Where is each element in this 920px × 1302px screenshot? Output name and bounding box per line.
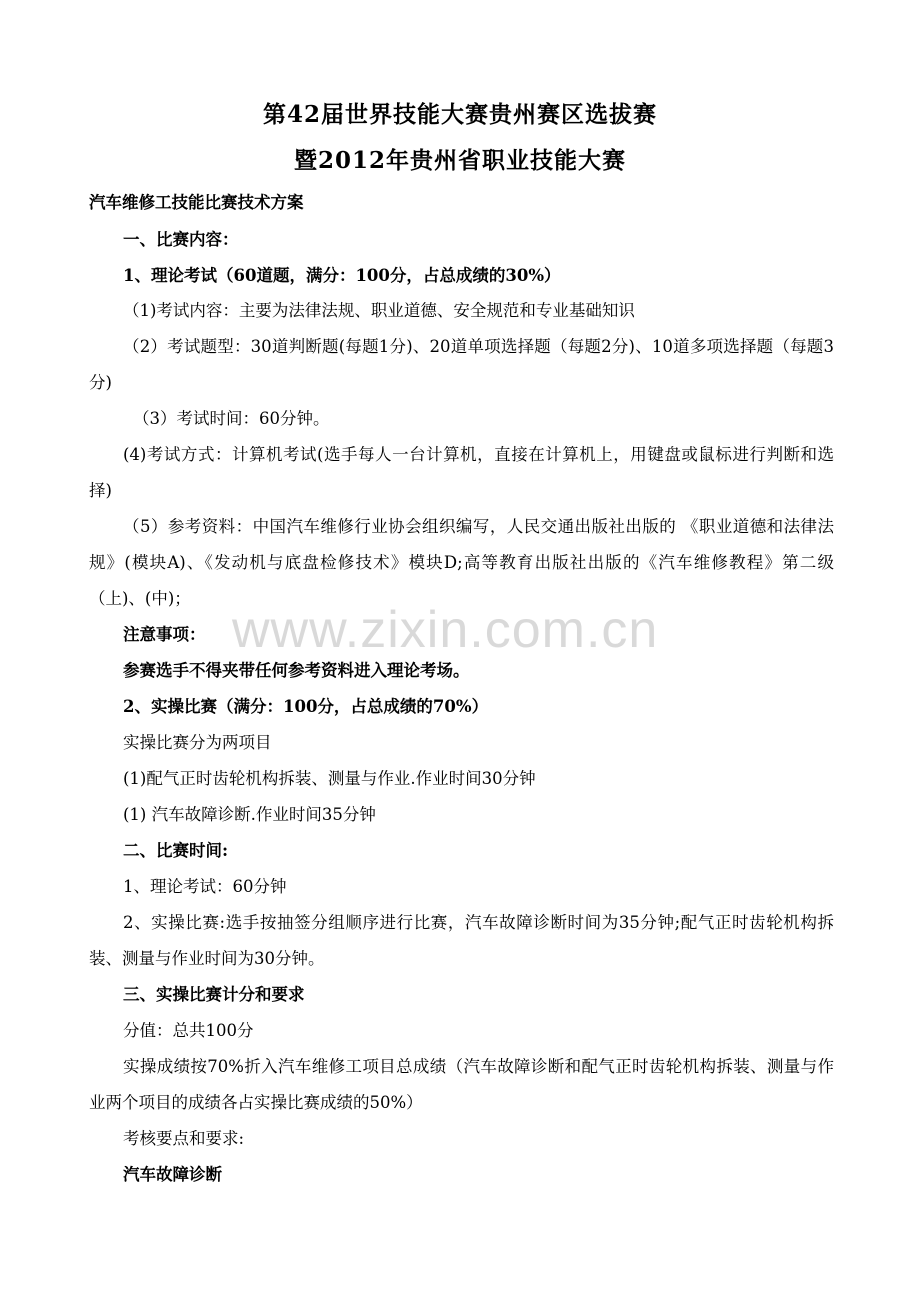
section3-weight: 实操成绩按70%折入汽车维修工项目总成绩（汽车故障诊断和配气正时齿轮机构拆装、测量与作业两个项目的成绩各占实操比赛成绩的50%） <box>89 1057 834 1112</box>
notice-text: 参赛选手不得夹带任何参考资料进入理论考场。 <box>123 661 470 680</box>
theory-exam-content: （1)考试内容：主要为法律法规、职业道德、安全规范和专业基础知识 <box>123 301 635 320</box>
section2-heading: 二、比赛时间: <box>123 841 229 860</box>
practical-item-fault-diagnosis: (1) 汽车故障诊断.作业时间35分钟 <box>123 805 376 824</box>
section3-score: 分值：总共100分 <box>123 1021 254 1040</box>
document-title-line2: 暨2012年贵州省职业技能大赛 <box>293 147 626 174</box>
practical-heading: 2、实操比赛（满分：100分，占总成绩的70%） <box>123 697 489 716</box>
document-title-line1: 第42届世界技能大赛贵州赛区选拔赛 <box>262 101 657 128</box>
section3-fault-diagnosis-heading: 汽车故障诊断 <box>123 1165 222 1184</box>
section3-points: 考核要点和要求: <box>123 1129 245 1148</box>
section1-heading: 一、比赛内容： <box>123 230 239 249</box>
practical-item-timing-gear: (1)配气正时齿轮机构拆装、测量与作业.作业时间30分钟 <box>123 769 536 788</box>
section2-practical-time: 2、实操比赛:选手按抽签分组顺序进行比赛，汽车故障诊断时间为35分钟;配气正时齿轮机构拆装、测量与作业时间为30分钟。 <box>89 913 834 968</box>
section3-heading: 三、实操比赛计分和要求 <box>123 985 305 1004</box>
section2-theory-time: 1、理论考试：60分钟 <box>123 877 287 896</box>
notice-heading: 注意事项： <box>123 625 206 644</box>
watermark: www.zixin.com.cn <box>232 601 659 659</box>
practical-intro: 实操比赛分为两项目 <box>123 733 272 752</box>
document-subtitle: 汽车维修工技能比赛技术方案 <box>89 193 304 212</box>
theory-exam-references: （5）参考资料：中国汽车维修行业协会组织编写，人民交通出版社出版的 《职业道德和法律法规》(模块A)、《发动机与底盘检修技术》模块D;高等教育出版社出版的《汽车维修教程》第二级（上)、(中)； <box>89 517 834 608</box>
theory-exam-time: （3）考试时间：60分钟。 <box>133 409 330 428</box>
theory-exam-method: (4)考试方式：计算机考试(选手每人一台计算机，直接在计算机上，用键盘或鼠标进行判断和选择) <box>89 445 834 500</box>
theory-exam-question-types: （2）考试题型：30道判断题(每题1分)、20道单项选择题（每题2分)、10道多项选择题（每题3分) <box>89 337 834 392</box>
theory-exam-heading: 1、理论考试（60道题，满分：100分，占总成绩的30%） <box>123 266 561 285</box>
